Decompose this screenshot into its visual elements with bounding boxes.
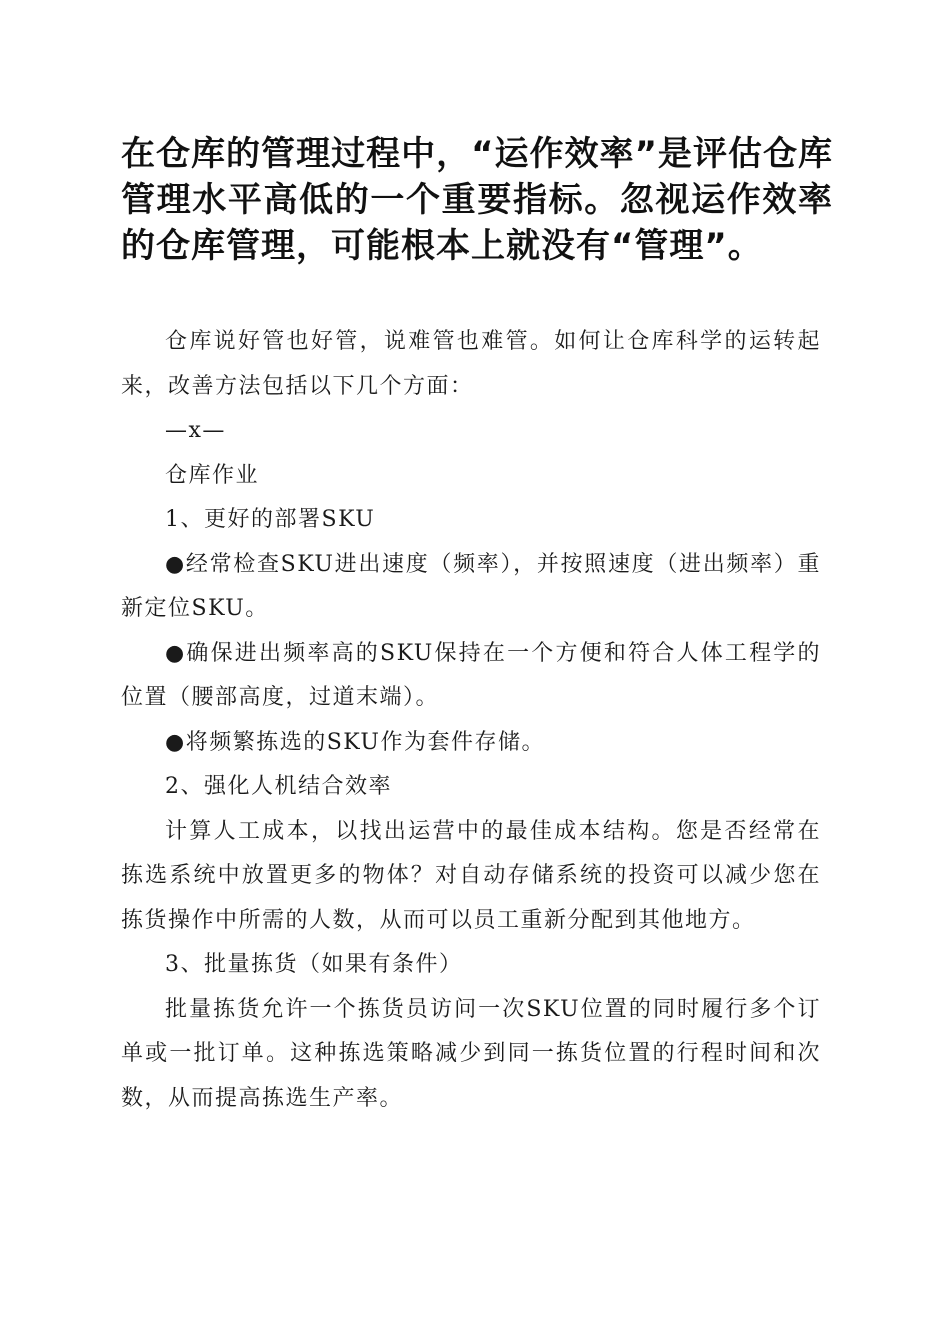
subheading-3: 3、批量拣货（如果有条件） [165, 952, 463, 977]
article-body [121, 320, 821, 1121]
body-paragraph: 计算人工成本，以找出运营中的最佳成本结构。您是否经常在拣选系统中放置更多的物体？对自动存储系统的投资可以减少您在拣货操作中所需的人数，从而可以员工重新分配到其他地方。 [121, 818, 821, 933]
headline: 在仓库的管理过程中，“运作效率”是评估仓库管理水平高低的一个重要指标。忽视运作效率的仓库管理，可能根本上就没有“管理”。 [121, 134, 833, 266]
bullet-item: ●确保进出频率高的SKU保持在一个方便和符合人体工程学的位置（腰部高度，过道末端）。 [121, 640, 821, 710]
bullet-item: ●经常检查SKU进出速度（频率），并按照速度（进出频率）重新定位SKU。 [121, 551, 821, 621]
section-heading: 仓库作业 [165, 462, 260, 488]
bullet-item: ●将频繁拣选的SKU作为套件存储。 [165, 729, 545, 755]
subheading-2: 2、强化人机结合效率 [165, 774, 392, 799]
intro-paragraph: 仓库说好管也好管，说难管也难管。如何让仓库科学的运转起来，改善方法包括以下几个方面： [121, 329, 821, 399]
separator: —x— [165, 418, 226, 443]
body-paragraph: 批量拣货允许一个拣货员访问一次SKU位置的同时履行多个订单或一批订单。这种拣选策略减少到同一拣货位置的行程时间和次数，从而提高拣选生产率。 [121, 996, 821, 1111]
subheading-1: 1、更好的部署SKU [165, 507, 376, 532]
